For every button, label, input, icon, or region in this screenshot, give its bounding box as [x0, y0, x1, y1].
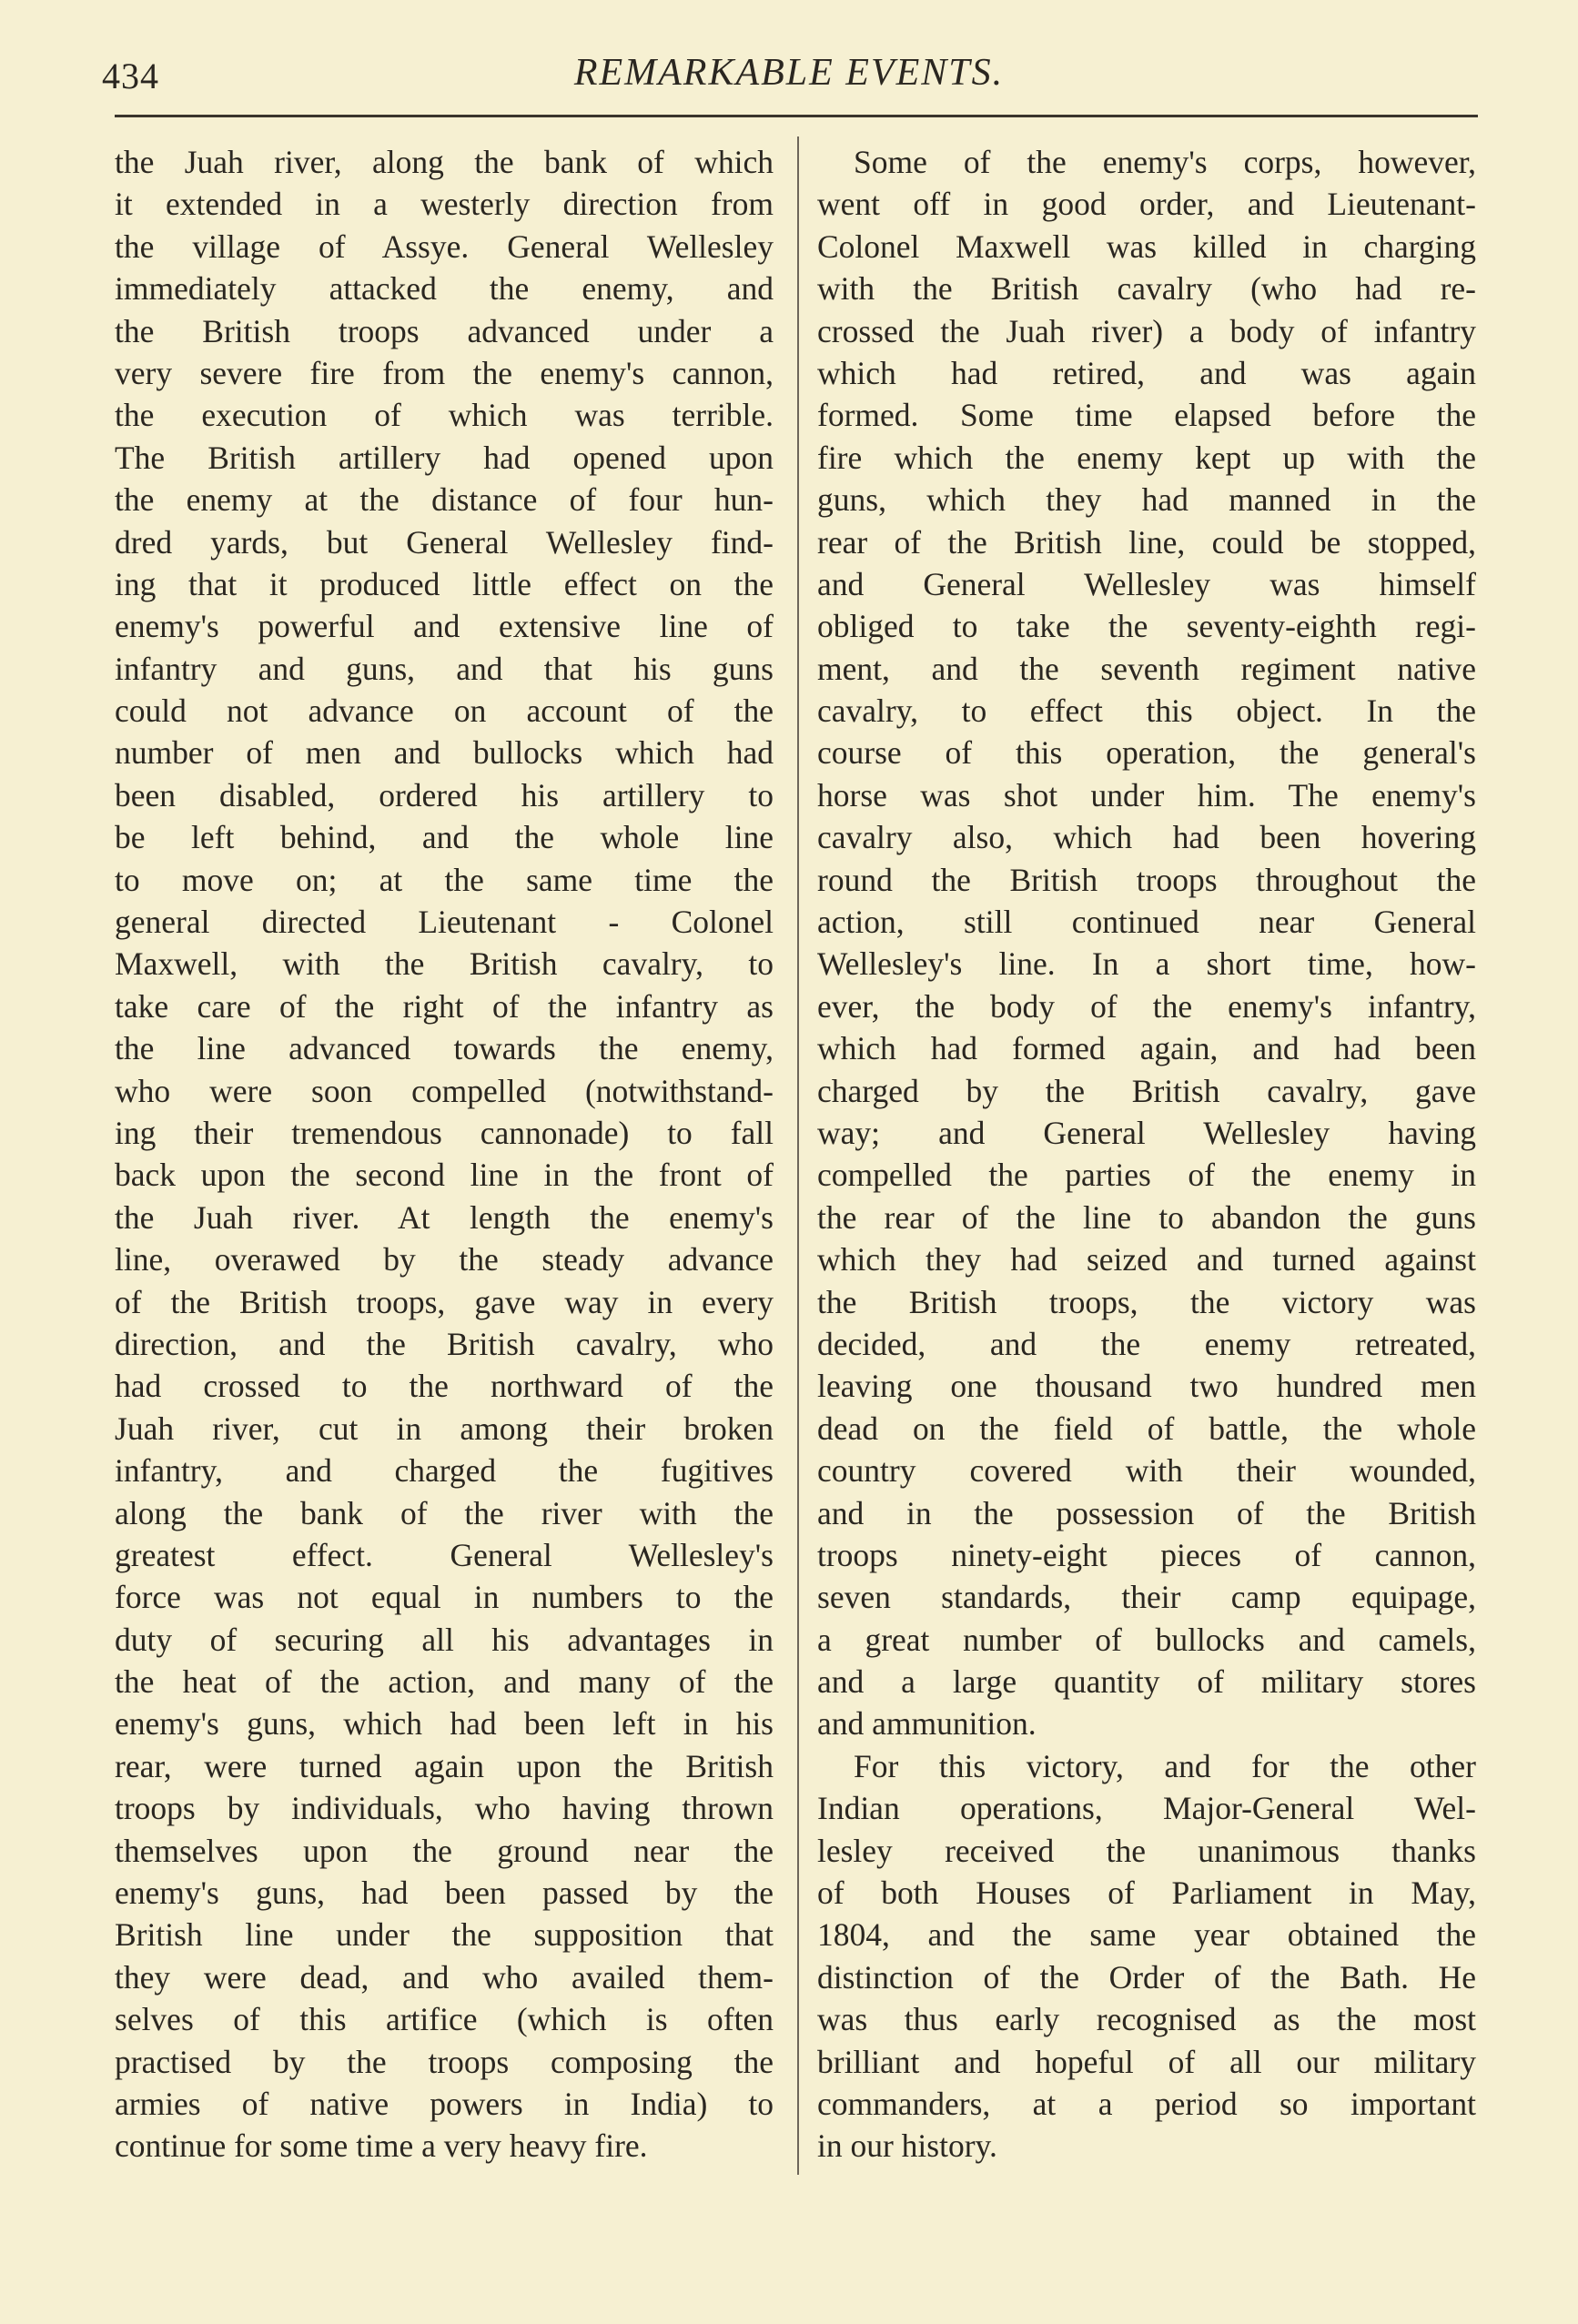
- text-line: to move on; at the same time the: [115, 861, 774, 898]
- text-line: seven standards, their camp equipage,: [817, 1579, 1476, 1616]
- text-line: cavalry, to effect this object. In the: [817, 692, 1476, 730]
- text-line: The British artillery had opened upon: [115, 439, 774, 476]
- text-line: armies of native powers in India) to: [115, 2085, 774, 2122]
- text-line: brilliant and hopeful of all our military: [817, 2043, 1476, 2080]
- text-line: line, overawed by the steady advance: [115, 1241, 774, 1278]
- page-number: 434: [102, 56, 159, 96]
- text-line: formed. Some time elapsed before the: [817, 397, 1476, 434]
- text-line: Indian operations, Major-General Wel-: [817, 1790, 1476, 1827]
- text-line: enemy's guns, had been passed by the: [115, 1874, 774, 1912]
- text-line: could not advance on account of the: [115, 692, 774, 730]
- text-line: with the British cavalry (who had re-: [817, 270, 1476, 308]
- text-line: action, still continued near General: [817, 904, 1476, 941]
- text-line: Some of the enemy's corps, however,: [854, 144, 1476, 180]
- text-line: and ammunition.: [817, 1705, 1037, 1743]
- text-line: in our history.: [817, 2127, 997, 2165]
- text-line: and General Wellesley was himself: [817, 565, 1476, 602]
- text-line: the British troops, the victory was: [817, 1283, 1476, 1320]
- text-line: 1804, and the same year obtained the: [817, 1916, 1476, 1954]
- text-line: leaving one thousand two hundred men: [817, 1368, 1476, 1405]
- text-line: ing that it produced little effect on the: [115, 565, 774, 602]
- text-line: rear of the British line, could be stopped,: [817, 523, 1476, 561]
- text-line: along the bank of the river with the: [115, 1494, 774, 1531]
- text-line: themselves upon the ground near the: [115, 1832, 774, 1869]
- text-line: infantry and guns, and that his guns: [115, 650, 774, 687]
- header-rule: [115, 115, 1478, 117]
- text-line: duty of securing all his advantages in: [115, 1621, 774, 1658]
- text-line: and in the possession of the British: [817, 1494, 1476, 1531]
- text-line: a great number of bullocks and camels,: [817, 1621, 1476, 1658]
- text-line: practised by the troops composing the: [115, 2043, 774, 2080]
- text-line: ever, the body of the enemy's infantry,: [817, 987, 1476, 1025]
- text-line: troops ninety-eight pieces of cannon,: [817, 1536, 1476, 1573]
- text-line: the Juah river, along the bank of which: [115, 144, 774, 180]
- text-line: troops by individuals, who having thrown: [115, 1790, 774, 1827]
- text-line: dead on the field of battle, the whole: [817, 1410, 1476, 1447]
- text-line: of both Houses of Parliament in May,: [817, 1874, 1476, 1912]
- text-line: force was not equal in numbers to the: [115, 1579, 774, 1616]
- text-line: enemy's guns, which had been left in his: [115, 1705, 774, 1743]
- text-line: take care of the right of the infantry as: [115, 987, 774, 1025]
- text-line: immediately attacked the enemy, and: [115, 270, 774, 308]
- text-line: way; and General Wellesley having: [817, 1114, 1476, 1151]
- text-line: course of this operation, the general's: [817, 734, 1476, 772]
- text-line: which they had seized and turned against: [817, 1241, 1476, 1278]
- text-line: decided, and the enemy retreated,: [817, 1325, 1476, 1362]
- text-line: number of men and bullocks which had: [115, 734, 774, 772]
- text-line: rear, were turned again upon the British: [115, 1747, 774, 1784]
- text-line: of the British troops, gave way in every: [115, 1283, 774, 1320]
- text-line: very severe fire from the enemy's cannon,: [115, 354, 774, 391]
- text-line: enemy's powerful and extensive line of: [115, 608, 774, 645]
- text-line: went off in good order, and Lieutenant-: [817, 186, 1476, 223]
- text-line: commanders, at a period so important: [817, 2085, 1476, 2122]
- text-line: selves of this artifice (which is often: [115, 2001, 774, 2038]
- text-line: the Juah river. At length the enemy's: [115, 1198, 774, 1236]
- text-line: the British troops advanced under a: [115, 312, 774, 349]
- text-line: which had formed again, and had been: [817, 1030, 1476, 1067]
- text-line: continue for some time a very heavy fire.: [115, 2127, 648, 2165]
- text-line: ing their tremendous cannonade) to fall: [115, 1114, 774, 1151]
- text-line: country covered with their wounded,: [817, 1452, 1476, 1490]
- text-line: the rear of the line to abandon the guns: [817, 1198, 1476, 1236]
- text-line: distinction of the Order of the Bath. He: [817, 1958, 1476, 1996]
- text-line: direction, and the British cavalry, who: [115, 1325, 774, 1362]
- text-line: the enemy at the distance of four hun-: [115, 481, 774, 519]
- text-line: had crossed to the northward of the: [115, 1368, 774, 1405]
- text-line: round the British troops throughout the: [817, 861, 1476, 898]
- text-line: Colonel Maxwell was killed in charging: [817, 227, 1476, 265]
- text-line: infantry, and charged the fugitives: [115, 1452, 774, 1490]
- text-line: obliged to take the seventy-eighth regi-: [817, 608, 1476, 645]
- text-line: crossed the Juah river) a body of infantry: [817, 312, 1476, 349]
- text-line: they were dead, and who availed them-: [115, 1958, 774, 1996]
- text-line: Maxwell, with the British cavalry, to: [115, 945, 774, 983]
- text-line: was thus early recognised as the most: [817, 2001, 1476, 2038]
- text-line: British line under the supposition that: [115, 1916, 774, 1954]
- running-title: REMARKABLE EVENTS.: [573, 52, 1005, 94]
- text-line: back upon the second line in the front of: [115, 1157, 774, 1194]
- text-line: dred yards, but General Wellesley find-: [115, 523, 774, 561]
- text-line: greatest effect. General Wellesley's: [115, 1536, 774, 1573]
- text-line: it extended in a westerly direction from: [115, 186, 774, 223]
- text-line: ment, and the seventh regiment native: [817, 650, 1476, 687]
- text-line: horse was shot under him. The enemy's: [817, 776, 1476, 813]
- text-line: For this victory, and for the other: [854, 1747, 1476, 1784]
- text-line: who were soon compelled (notwithstand-: [115, 1072, 774, 1109]
- text-line: fire which the enemy kept up with the: [817, 439, 1476, 476]
- text-line: general directed Lieutenant - Colonel: [115, 904, 774, 941]
- right-column: [817, 141, 1476, 2167]
- text-line: Juah river, cut in among their broken: [115, 1410, 774, 1447]
- text-line: Wellesley's line. In a short time, how-: [817, 945, 1476, 983]
- text-line: compelled the parties of the enemy in: [817, 1157, 1476, 1194]
- text-line: which had retired, and was again: [817, 354, 1476, 391]
- left-column: [115, 141, 774, 2167]
- text-line: the village of Assye. General Wellesley: [115, 227, 774, 265]
- text-line: the execution of which was terrible.: [115, 397, 774, 434]
- text-line: been disabled, ordered his artillery to: [115, 776, 774, 813]
- text-line: the heat of the action, and many of the: [115, 1663, 774, 1701]
- text-line: be left behind, and the whole line: [115, 819, 774, 856]
- column-divider: [797, 136, 799, 2175]
- text-line: guns, which they had manned in the: [817, 481, 1476, 519]
- text-line: lesley received the unanimous thanks: [817, 1832, 1476, 1869]
- text-line: cavalry also, which had been hovering: [817, 819, 1476, 856]
- text-line: the line advanced towards the enemy,: [115, 1030, 774, 1067]
- text-line: charged by the British cavalry, gave: [817, 1072, 1476, 1109]
- text-line: and a large quantity of military stores: [817, 1663, 1476, 1701]
